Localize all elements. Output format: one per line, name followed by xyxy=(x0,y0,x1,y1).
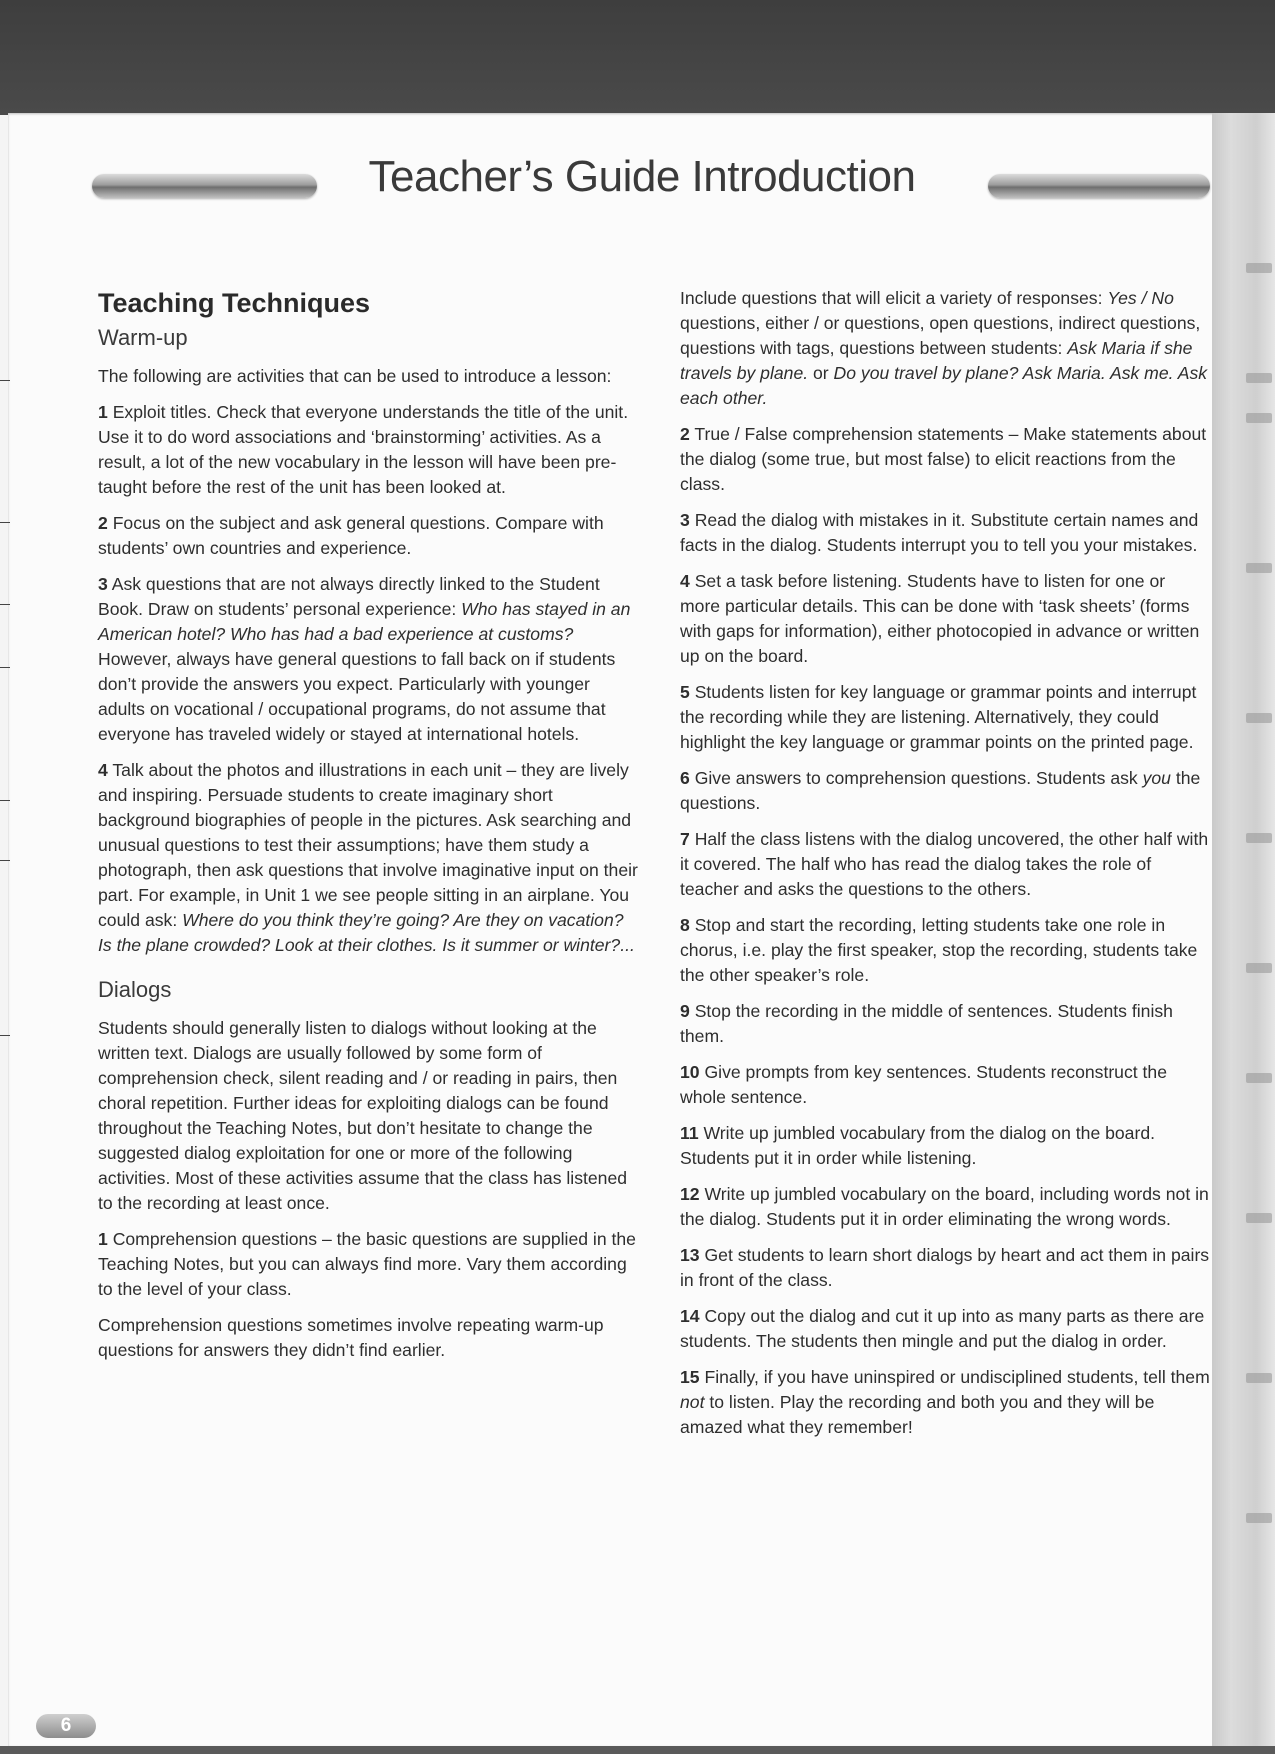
dialogs-item xyxy=(680,766,1210,816)
page-title: Teacher’s Guide Introduction xyxy=(368,152,916,201)
item-text: to listen. Play the recording and both you and they will be amazed what they remember! xyxy=(680,1392,1155,1437)
dialogs-closing: Comprehension questions sometimes involve repeating warm-up questions for answers they didn’t find earlier. xyxy=(98,1315,604,1360)
item-text: Stop the recording in the middle of sentences. Students finish them. xyxy=(680,1001,1173,1046)
warmup-intro: The following are activities that can be used to introduce a lesson: xyxy=(98,366,612,386)
item-number: 1 xyxy=(98,1229,108,1249)
header-right-ornament xyxy=(988,174,1210,198)
dialogs-item xyxy=(680,569,1210,669)
dialogs-item xyxy=(680,422,1210,497)
intro-text: or xyxy=(808,363,834,383)
item-number: 3 xyxy=(680,510,690,530)
item-number: 3 xyxy=(98,574,108,594)
item-number: 12 xyxy=(680,1184,700,1204)
left-column xyxy=(98,286,638,1374)
item-number: 14 xyxy=(680,1306,700,1326)
warmup-item xyxy=(98,511,638,561)
right-column xyxy=(680,286,1210,1451)
page-number-badge: 6 xyxy=(36,1714,96,1738)
item-text: Copy out the dialog and cut it up into as many parts as there are students. The students then mingle and put the dialog in order. xyxy=(680,1306,1205,1351)
item-text: Set a task before listening. Students have to listen for one or more particular details. This can be done with ‘task sheets’ (forms with gaps for information), either photocopied in advance or written up on the board. xyxy=(680,571,1200,666)
dialogs-heading: Dialogs xyxy=(98,977,172,1002)
dialogs-item xyxy=(98,1227,638,1302)
item-number: 13 xyxy=(680,1245,700,1265)
item-number: 4 xyxy=(680,571,690,591)
dialogs-item xyxy=(680,827,1210,902)
dialogs-item xyxy=(680,1304,1210,1354)
warmup-heading: Warm-up xyxy=(98,325,188,350)
item-text: the questions. xyxy=(680,768,1201,813)
section-title: Teaching Techniques xyxy=(98,288,371,318)
header-left-ornament xyxy=(92,174,317,198)
item-text: Half the class listens with the dialog uncovered, the other half with it covered. The half who has read the dialog takes the role of teacher and asks the questions to the others. xyxy=(680,829,1209,899)
dialogs-item xyxy=(680,1243,1210,1293)
dialogs-item xyxy=(680,1060,1210,1110)
item-text: Focus on the subject and ask general questions. Compare with students’ own countries and experience. xyxy=(98,513,604,558)
item-number: 6 xyxy=(680,768,690,788)
warmup-item xyxy=(98,758,638,958)
dialogs-item xyxy=(680,1121,1210,1171)
dialogs-item xyxy=(680,999,1210,1049)
warmup-item xyxy=(98,572,638,747)
item-text: Talk about the photos and illustrations in each unit – they are lively and inspiring. Persuade students to create imaginary short background biographies of people in the pictures. Ask searching and unusual questions to test their assumptions; have them study a photograph, then ask questions that involve imaginative input on their part. For example, in Unit 1 we see people sitting in an airplane. You could ask: xyxy=(98,760,638,930)
item-text: Exploit titles. Check that everyone understands the title of the unit. Use it to do word associations and ‘brainstorming’ activities. As a result, a lot of the new vocabulary in the lesson will have been pre-taught before the rest of the unit has been looked at. xyxy=(98,402,629,497)
item-number: 15 xyxy=(680,1367,700,1387)
item-number: 1 xyxy=(98,402,108,422)
item-text-italic: you xyxy=(1142,768,1171,788)
adjacent-page-edge xyxy=(1212,113,1275,1754)
item-number: 2 xyxy=(680,424,690,444)
item-number: 8 xyxy=(680,915,690,935)
dialogs-item xyxy=(680,913,1210,988)
item-text: Get students to learn short dialogs by heart and act them in pairs in front of the class. xyxy=(680,1245,1210,1290)
item-number: 7 xyxy=(680,829,690,849)
item-text: Finally, if you have uninspired or undisciplined students, tell them xyxy=(704,1367,1210,1387)
dialogs-item xyxy=(680,508,1210,558)
item-text: However, always have general questions to fall back on if students don’t provide the answers you expect. Particularly with younger adults on vocational / occupational programs, do not assume that everyone has traveled widely or stayed at international hotels. xyxy=(98,649,616,744)
item-text: Write up jumbled vocabulary on the board, including words not in the dialog. Students put it in order eliminating the wrong words. xyxy=(680,1184,1209,1229)
item-number: 2 xyxy=(98,513,108,533)
dialogs-item xyxy=(680,1182,1210,1232)
intro-text-italic: Do you travel by plane? Ask Maria. Ask me. Ask each other. xyxy=(680,363,1208,408)
item-number: 9 xyxy=(680,1001,690,1021)
item-text-italic: not xyxy=(680,1392,705,1412)
item-text: Give prompts from key sentences. Students reconstruct the whole sentence. xyxy=(680,1062,1168,1107)
item-text: Ask questions that are not always directly linked to the Student Book. Draw on students’ personal experience: xyxy=(98,574,600,619)
item-text: Students listen for key language or grammar points and interrupt the recording while they are listening. Alternatively, they could highlight the key language or grammar points on the printed page. xyxy=(680,682,1197,752)
intro-text-italic: Ask Maria if she travels by plane. xyxy=(680,338,1193,383)
item-number: 5 xyxy=(680,682,690,702)
item-number: 11 xyxy=(680,1123,699,1143)
dialogs-intro: Students should generally listen to dialogs without looking at the written text. Dialogs are usually followed by some form of comprehension check, silent reading and / or reading in pairs, then choral repetition. Further ideas for exploiting dialogs can be found throughout the Teaching Notes, but don’t hesitate to change the suggested dialog exploitation for one or more of the following activities. Most of these activities assume that the class has listened to the recording at least once. xyxy=(98,1018,628,1213)
item-text-italic: Where do you think they’re going? Are they on vacation? Is the plane crowded? Look at their clothes. Is it summer or winter?... xyxy=(98,910,635,955)
scan-background-top xyxy=(0,0,1275,115)
scan-background-bottom xyxy=(0,1746,1275,1754)
item-text: True / False comprehension statements – Make statements about the dialog (some true, but most false) to elicit reactions from the class. xyxy=(680,424,1207,494)
item-number: 10 xyxy=(680,1062,700,1082)
item-text: Read the dialog with mistakes in it. Substitute certain names and facts in the dialog. Students interrupt you to tell you your mistakes. xyxy=(680,510,1199,555)
intro-text-italic: Yes / No xyxy=(1107,288,1174,308)
item-text: Comprehension questions – the basic questions are supplied in the Teaching Notes, but you can always find more. Vary them according to the level of your class. xyxy=(98,1229,636,1299)
intro-text: Include questions that will elicit a variety of responses: xyxy=(680,288,1108,308)
intro-text: questions, either / or questions, open questions, indirect questions, questions with tags, questions between students: xyxy=(680,313,1201,358)
dialogs-item xyxy=(680,1365,1210,1440)
item-text: Give answers to comprehension questions. Students ask xyxy=(694,768,1143,788)
item-text: Write up jumbled vocabulary from the dialog on the board. Students put it in order while listening. xyxy=(680,1123,1156,1168)
item-text: Stop and start the recording, letting students take one role in chorus, i.e. play the first speaker, stop the recording, students take the other speaker’s role. xyxy=(680,915,1198,985)
dialogs-continued-intro xyxy=(680,286,1210,411)
item-text-italic: Who has stayed in an American hotel? Who has had a bad experience at customs? xyxy=(98,599,631,644)
item-number: 4 xyxy=(98,760,108,780)
warmup-item xyxy=(98,400,638,500)
dialogs-item xyxy=(680,680,1210,755)
